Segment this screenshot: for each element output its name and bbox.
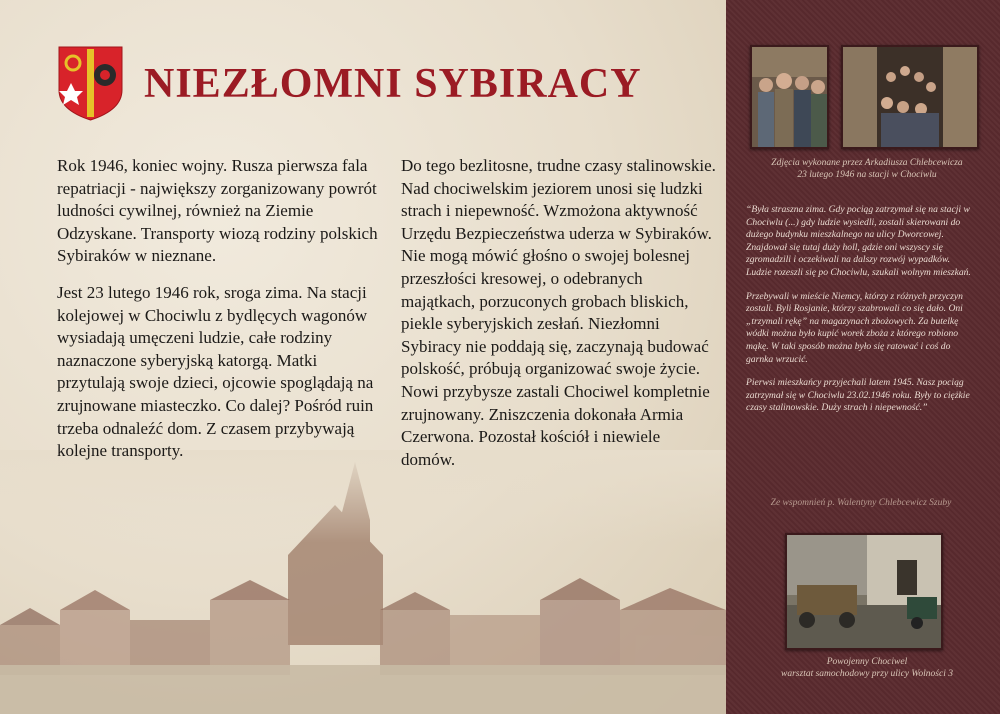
caption-line: warsztat samochodowy przy ulicy Wolności 3 xyxy=(781,669,953,679)
quote-paragraph: Pierwsi mieszkańcy przyjechali latem 1945. Nasz pociąg zatrzymał się w Chociwlu 23.02.1946 roku. Były to ciężkie czasy stalinowskie. Duży strach i niepewność.” xyxy=(746,377,970,414)
caption-line: 23 lutego 1946 na stacji w Chociwlu xyxy=(797,170,937,180)
quote-paragraph: “Była straszna zima. Gdy pociąg zatrzymał się na stacji w Chociwlu (...) gdy ludzie wysiedli, zostali skierowani do dużego budynku mieszkalnego na ulicy Dworcowej. Znajdował się tutaj duży holl, gdzie oni wszyscy się zgromadzili i oczekiwali na dalszy rozwój wypadków. Ludzie rozeszli się po Chociwlu, szukali wolnym mieszkań. xyxy=(746,204,971,278)
paragraph: Do tego bezlitosne, trudne czasy stalinowskie. Nad chociwelskim jeziorem unosi się ludzki strach i niepewność. Wzmożona aktywność Urzędu Bezpieczeństwa uderza w Sybiraków. Nie mogą mówić głośno o swojej bolesnej przeszłości kresowej, o odebranych majątkach, porzuconych grobach bliskich, piekle syberyjskich zesłań. Niezłomni Sybiracy nie poddają się, zaczynają budować polskość, próbują organizować swoje życie. xyxy=(401,156,716,379)
paragraph: Jest 23 lutego 1946 rok, sroga zima. Na stacji kolejowej w Chociwlu z bydlęcych wagonów wysiadają umęczeni ludzie, całe rodziny naznaczone syberyjską katorgą. Matki przytulają swoje dzieci, ojcowie spoglądają na zrujnowane miasteczko. Co dalej? Pośród ruin trzeba odnaleźć dom. Z czasem przybywają kolejne transporty. xyxy=(57,282,374,461)
quote-paragraph: Przebywali w mieście Niemcy, którzy z różnych przyczyn zostali. Byli Rosjanie, którzy szabrowali co się dało. Oni „trzymali rękę” na magazynach zbożowych. Za butelkę wódki można było kupić worek zboża z którego robiono mąkę. W taki sposób można było się ratować i coś do garnka wrzucić. xyxy=(746,290,963,365)
historical-photo-workshop xyxy=(785,533,943,650)
historical-photo-wagon xyxy=(841,45,979,149)
town-panorama-illustration xyxy=(0,450,726,714)
historical-photo-children xyxy=(750,45,829,149)
photo-caption xyxy=(740,656,994,680)
quote-source: Ze wspomnień p. Walentyny Chlebcewicz Szuby xyxy=(770,498,952,508)
text-column-left xyxy=(57,155,387,477)
text-column-right xyxy=(401,155,716,485)
paragraph: Rok 1946, koniec wojny. Rusza pierwsza fala repatriacji - największy zorganizowany powrót ludności cywilnej, również na Ziemie Odzyskane. Transporty wiozą rodziny polskich Sybiraków w nieznane. xyxy=(57,156,378,266)
caption-line: Powojenny Chociwel xyxy=(826,657,908,667)
caption-line: Zdjęcia wykonane przez Arkadiusza Chlebcewicza xyxy=(771,158,963,168)
photo-caption xyxy=(740,157,994,181)
paragraph: Nowi przybysze zastali Chociwel kompletnie zrujnowany. Zniszczenia dokonała Armia Czerwona. Pozostał kościół i niewiele domów. xyxy=(401,381,710,469)
coat-of-arms-logo xyxy=(57,45,124,122)
page-title: NIEZŁOMNI SYBIRACY xyxy=(144,61,642,107)
memoir-quote xyxy=(746,204,976,426)
